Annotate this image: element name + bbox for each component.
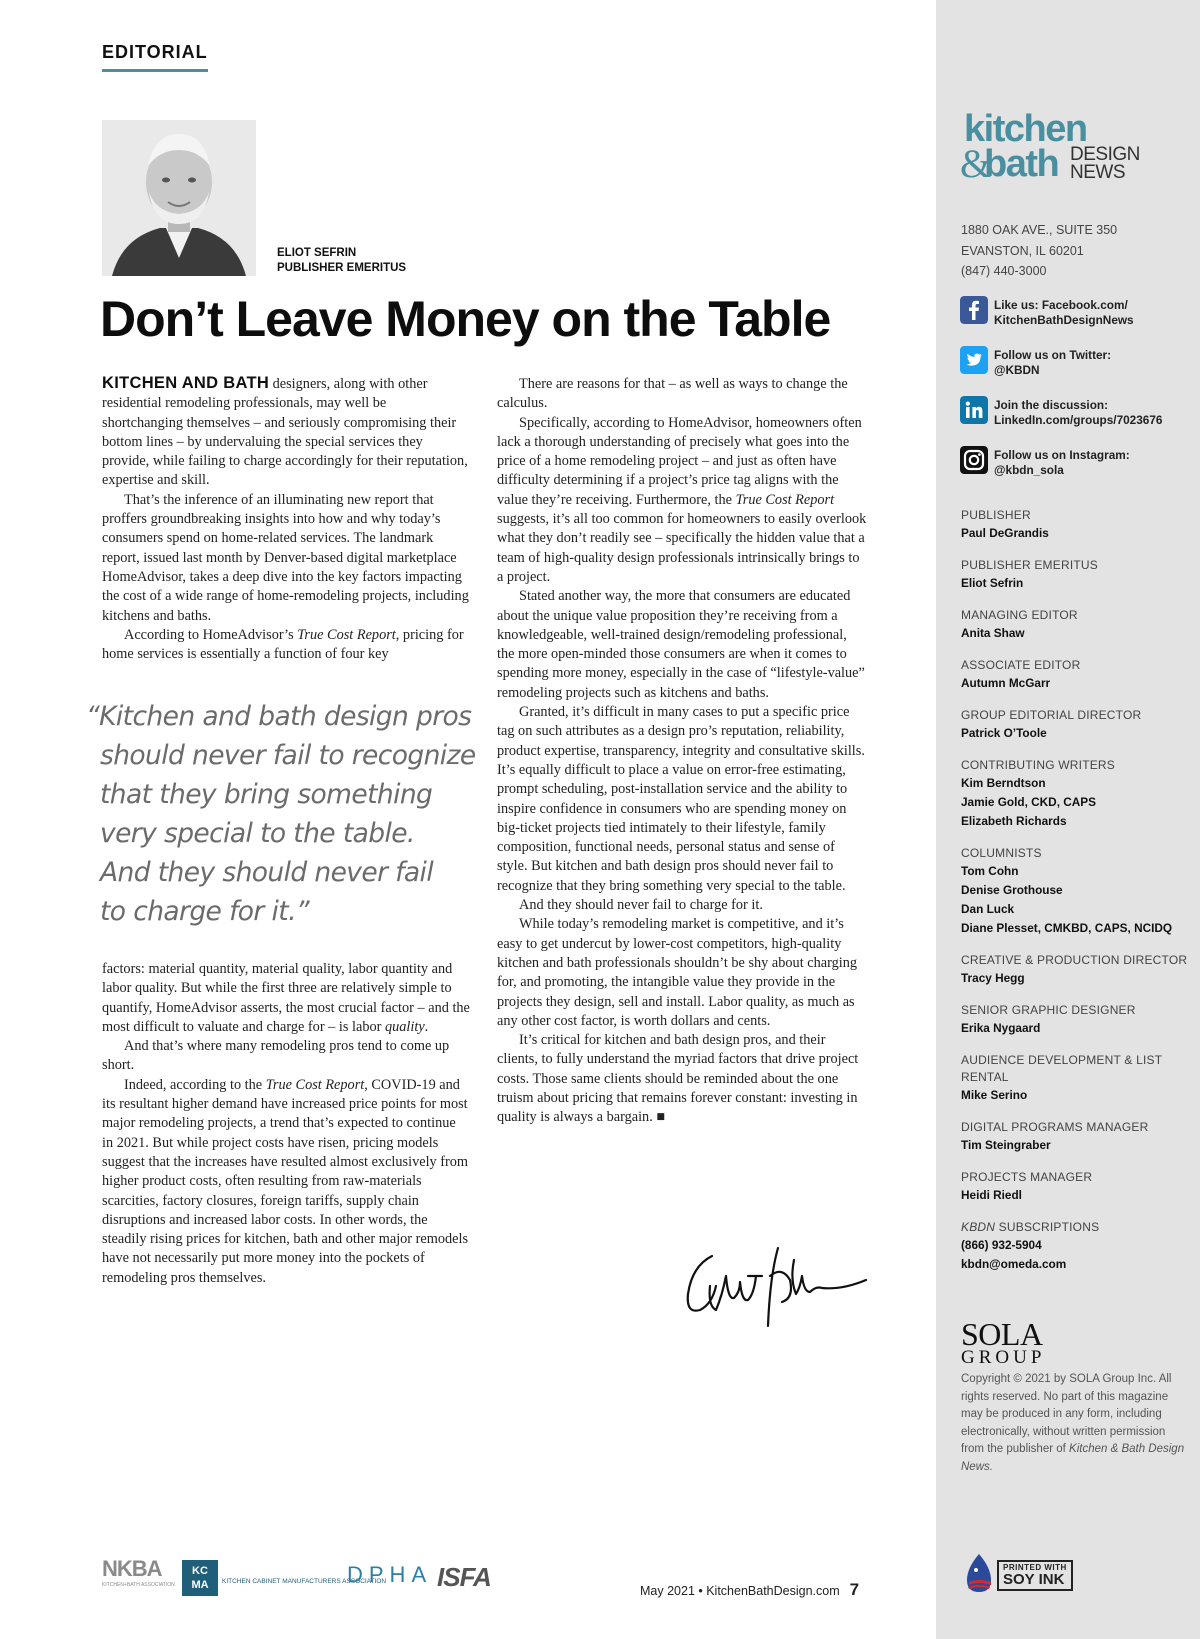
social-twitter[interactable]: Follow us on Twitter: @KBDN (960, 346, 1190, 382)
subscriptions: KBDN SUBSCRIPTIONS (866) 932-5904 kbdn@omeda.com (961, 1219, 1191, 1274)
copyright-notice: Copyright © 2021 by SOLA Group Inc. All rights reserved. No part of this magazine may be produced in any form, including electronically, without written permission from the publisher of Kitchen & Bath Design News. (961, 1373, 1185, 1473)
signature (682, 1236, 872, 1332)
author-photo (102, 120, 256, 276)
section-label: EDITORIAL (102, 42, 208, 72)
staff-group: SENIOR GRAPHIC DESIGNER Erika Nygaard (961, 1003, 1136, 1035)
pull-quote-line: that they bring something (100, 779, 433, 810)
subscriptions-email[interactable]: kbdn@omeda.com (961, 1257, 1067, 1271)
article-paragraph: Granted, it’s difficult in many cases to put a specific price tag on such attributes as a design pro’s reputation, reliability, product expertise, transparency, integrity and consultative skills. It’s equally difficult to place a value on error-free estimating, prompt scheduling, post-installation service and the ability to inspire confidence in consumers who are spending money on big-ticket projects tied intimately to their lifestyle, family composition, functional needs, personal status and sense of style. But kitchen and bath design pros should never fail to recognize that they bring something very special to the table. (497, 704, 865, 894)
article-paragraph: There are reasons for that – as well as ways to change the calculus. (497, 376, 848, 412)
soy-ink-badge: PRINTED WITH SOY INK (961, 1548, 1081, 1596)
page-footer (640, 1580, 859, 1600)
publisher-address: 1880 OAK AVE., SUITE 350 EVANSTON, IL 60201 (847) 440-3000 (961, 223, 1118, 278)
pull-quote-line: to charge for it.” (100, 896, 310, 927)
social-instagram[interactable]: Follow us on Instagram: @kbdn_sola (960, 446, 1190, 482)
article-paragraph: And they should never fail to charge for it. (519, 897, 763, 914)
article-text: . (424, 1018, 429, 1035)
staff-group: PROJECTS MANAGER Heidi Riedl (961, 1170, 1093, 1202)
instagram-icon (960, 446, 988, 474)
pull-quote (86, 697, 486, 931)
pull-quote-line: “Kitchen and bath design pros (86, 701, 472, 732)
article-paragraph (497, 414, 867, 588)
author-title: PUBLISHER EMERITUS (277, 262, 407, 274)
article-column-left-top (102, 374, 470, 664)
dpha-logo: DPHA (347, 1562, 433, 1587)
staff-group: DIGITAL PROGRAMS MANAGER Tim Steingraber (961, 1120, 1149, 1152)
facebook-icon (960, 296, 988, 324)
masthead-sidebar (936, 0, 1200, 1639)
sola-group-logo: SOLA GROUP (961, 1316, 1046, 1368)
article-emphasis: quality (384, 1018, 425, 1035)
staff-group: GROUP EDITORIAL DIRECTOR Patrick O’Toole (961, 708, 1142, 740)
article-paragraph (102, 374, 470, 491)
staff-group: ASSOCIATE EDITOR Autumn McGarr (961, 658, 1081, 690)
staff-group: AUDIENCE DEVELOPMENT & LIST RENTAL Mike Serino (961, 1053, 1163, 1102)
article-paragraph: While today’s remodeling market is competitive, and it’s easy to get undercut by lower-cost competitors, high-quality kitchen and bath professionals shouldn’t be shy about charging for, and promoting, the intangible value they provide in the projects they design, sell and install. Labor quality, as much as any other cost factor, is worth dollars and cents. (497, 916, 858, 1029)
staff-group: PUBLISHER Paul DeGrandis (961, 508, 1049, 540)
soy-ink-flag-icon (961, 1548, 997, 1596)
issue-date: May 2021 • KitchenBathDesign.com (640, 1584, 840, 1598)
social-facebook[interactable]: Like us: Facebook.com/ KitchenBathDesignNews (960, 296, 1190, 332)
article-paragraph (102, 1076, 470, 1288)
article-text: Specifically, according to HomeAdvisor, homeowners often lack a thorough understanding of precisely what goes into the price of a home remodeling project – and just as often have difficulty determining if a project’s price tag aligns with the value they’re receiving. Furthermore, the (497, 414, 862, 508)
article-paragraph (102, 960, 470, 1037)
article-emphasis: True Cost Report (735, 491, 835, 508)
article-text: According to HomeAdvisor’s (124, 626, 298, 643)
staff-group: CONTRIBUTING WRITERS Kim Berndtson Jamie Gold, CKD, CAPS Elizabeth Richards (961, 758, 1115, 828)
headline: Don’t Leave Money on the Table (100, 291, 831, 347)
article-emphasis: True Cost Report (265, 1076, 365, 1093)
article-text: Indeed, according to the (124, 1076, 266, 1093)
subscriptions-phone: (866) 932-5904 (961, 1238, 1042, 1252)
pull-quote-line: And they should never fail (100, 857, 434, 888)
article-text: designers, along with other residential remodeling professionals, may well be shortchanging themselves – and seriously compromising their bottom lines – by undervaluing the special services they provide, while failing to charge accordingly for their reputation, expertise and skill. (102, 376, 468, 489)
lead-in: KITCHEN AND BATH (102, 374, 270, 392)
twitter-icon (960, 346, 988, 374)
kcma-logo: KC MA (182, 1560, 218, 1596)
staff-group: PUBLISHER EMERITUS Eliot Sefrin (961, 558, 1098, 590)
article-paragraph (102, 626, 470, 665)
article-emphasis: True Cost Report (297, 626, 396, 643)
social-linkedin[interactable]: Join the discussion: LinkedIn.com/groups/7023676 (960, 396, 1190, 432)
association-logos (102, 1556, 502, 1596)
article-paragraph: That’s the inference of an illuminating new report that proffers groundbreaking insights into how and why today’s consumers spend on home-related services. The landmark report, issued last month by Denver-based digital marketplace HomeAdvisor, takes a deep dive into the key factors impacting the cost of a wide range of home-remodeling projects, including kitchens and baths. (102, 491, 469, 624)
article-paragraph: Stated another way, the more that consumers are educated about the unique value proposition they’re receiving from a knowledgeable, well-trained design/remodeling professional, the more open-minded those consumers are when it comes to spending more money, especially in the case of “lifestyle-value” remodeling projects such as kitchens and baths. (497, 588, 865, 701)
article-text: suggests, it’s all too common for homeowners to easily overlook what they don’t readily see – specifically the hidden value that a team of high-quality design professionals intrinsically brings to a project. (497, 511, 867, 585)
page-number: 7 (849, 1580, 860, 1599)
staff-directory (961, 507, 1191, 1288)
byline (277, 246, 406, 276)
kbdn-logo: kitchen & bath DESIGN NEWS (960, 108, 1140, 186)
article-text: factors: material quantity, material quality, labor quantity and labor quality. But while the first three are relatively simple to quantify, HomeAdvisor asserts, the most crucial factor – and the most difficult to valuate and charge for – is labor (102, 961, 470, 1035)
article-paragraph: It’s critical for kitchen and bath design pros, and their clients, to fully understand the myriad factors that drive project costs. Those same clients should be reminded about the one truism about pricing that remains forever constant: investing in quality is always a bargain. ■ (497, 1032, 859, 1126)
kcma-name: KITCHEN CABINET MANUFACTURERS ASSOCIATION (222, 1578, 387, 1585)
staff-group: CREATIVE & PRODUCTION DIRECTOR Tracy Hegg (961, 953, 1188, 985)
pull-quote-line: very special to the table. (100, 818, 415, 849)
pull-quote-line: should never fail to recognize (100, 740, 476, 771)
article-text: , pricing for home services is essentially a function of four key (102, 626, 464, 663)
author-name: ELIOT SEFRIN (277, 247, 357, 259)
article-column-left-bottom (102, 960, 470, 1288)
linkedin-icon (960, 396, 988, 424)
nkba-logo: NKBA KITCHEN+BATH ASSOCIATION (102, 1556, 175, 1588)
staff-group: MANAGING EDITOR Anita Shaw (961, 608, 1078, 640)
article-column-right (497, 375, 867, 1128)
staff-group: COLUMNISTS Tom Cohn Denise Grothouse Dan Luck Diane Plesset, CMKBD, CAPS, NCIDQ (961, 846, 1173, 935)
article-paragraph: And that’s where many remodeling pros tend to come up short. (102, 1038, 450, 1074)
isfa-logo: ISFA (437, 1562, 491, 1592)
article-text: , COVID-19 and its resultant higher demand have increased price points for most major remodeling projects, a trend that’s expected to continue in 2021. But while project costs have risen, pricing models suggest that the increases have resulted almost exclusively from higher product costs, often resulting from raw-materials scarcities, factory closures, foreign tariffs, supply chain disruptions and increased labor costs. In other words, the steadily rising prices for kitchen, bath and other major remodels have not necessarily put more money into the pockets of remodeling pros themselves. (102, 1076, 469, 1286)
